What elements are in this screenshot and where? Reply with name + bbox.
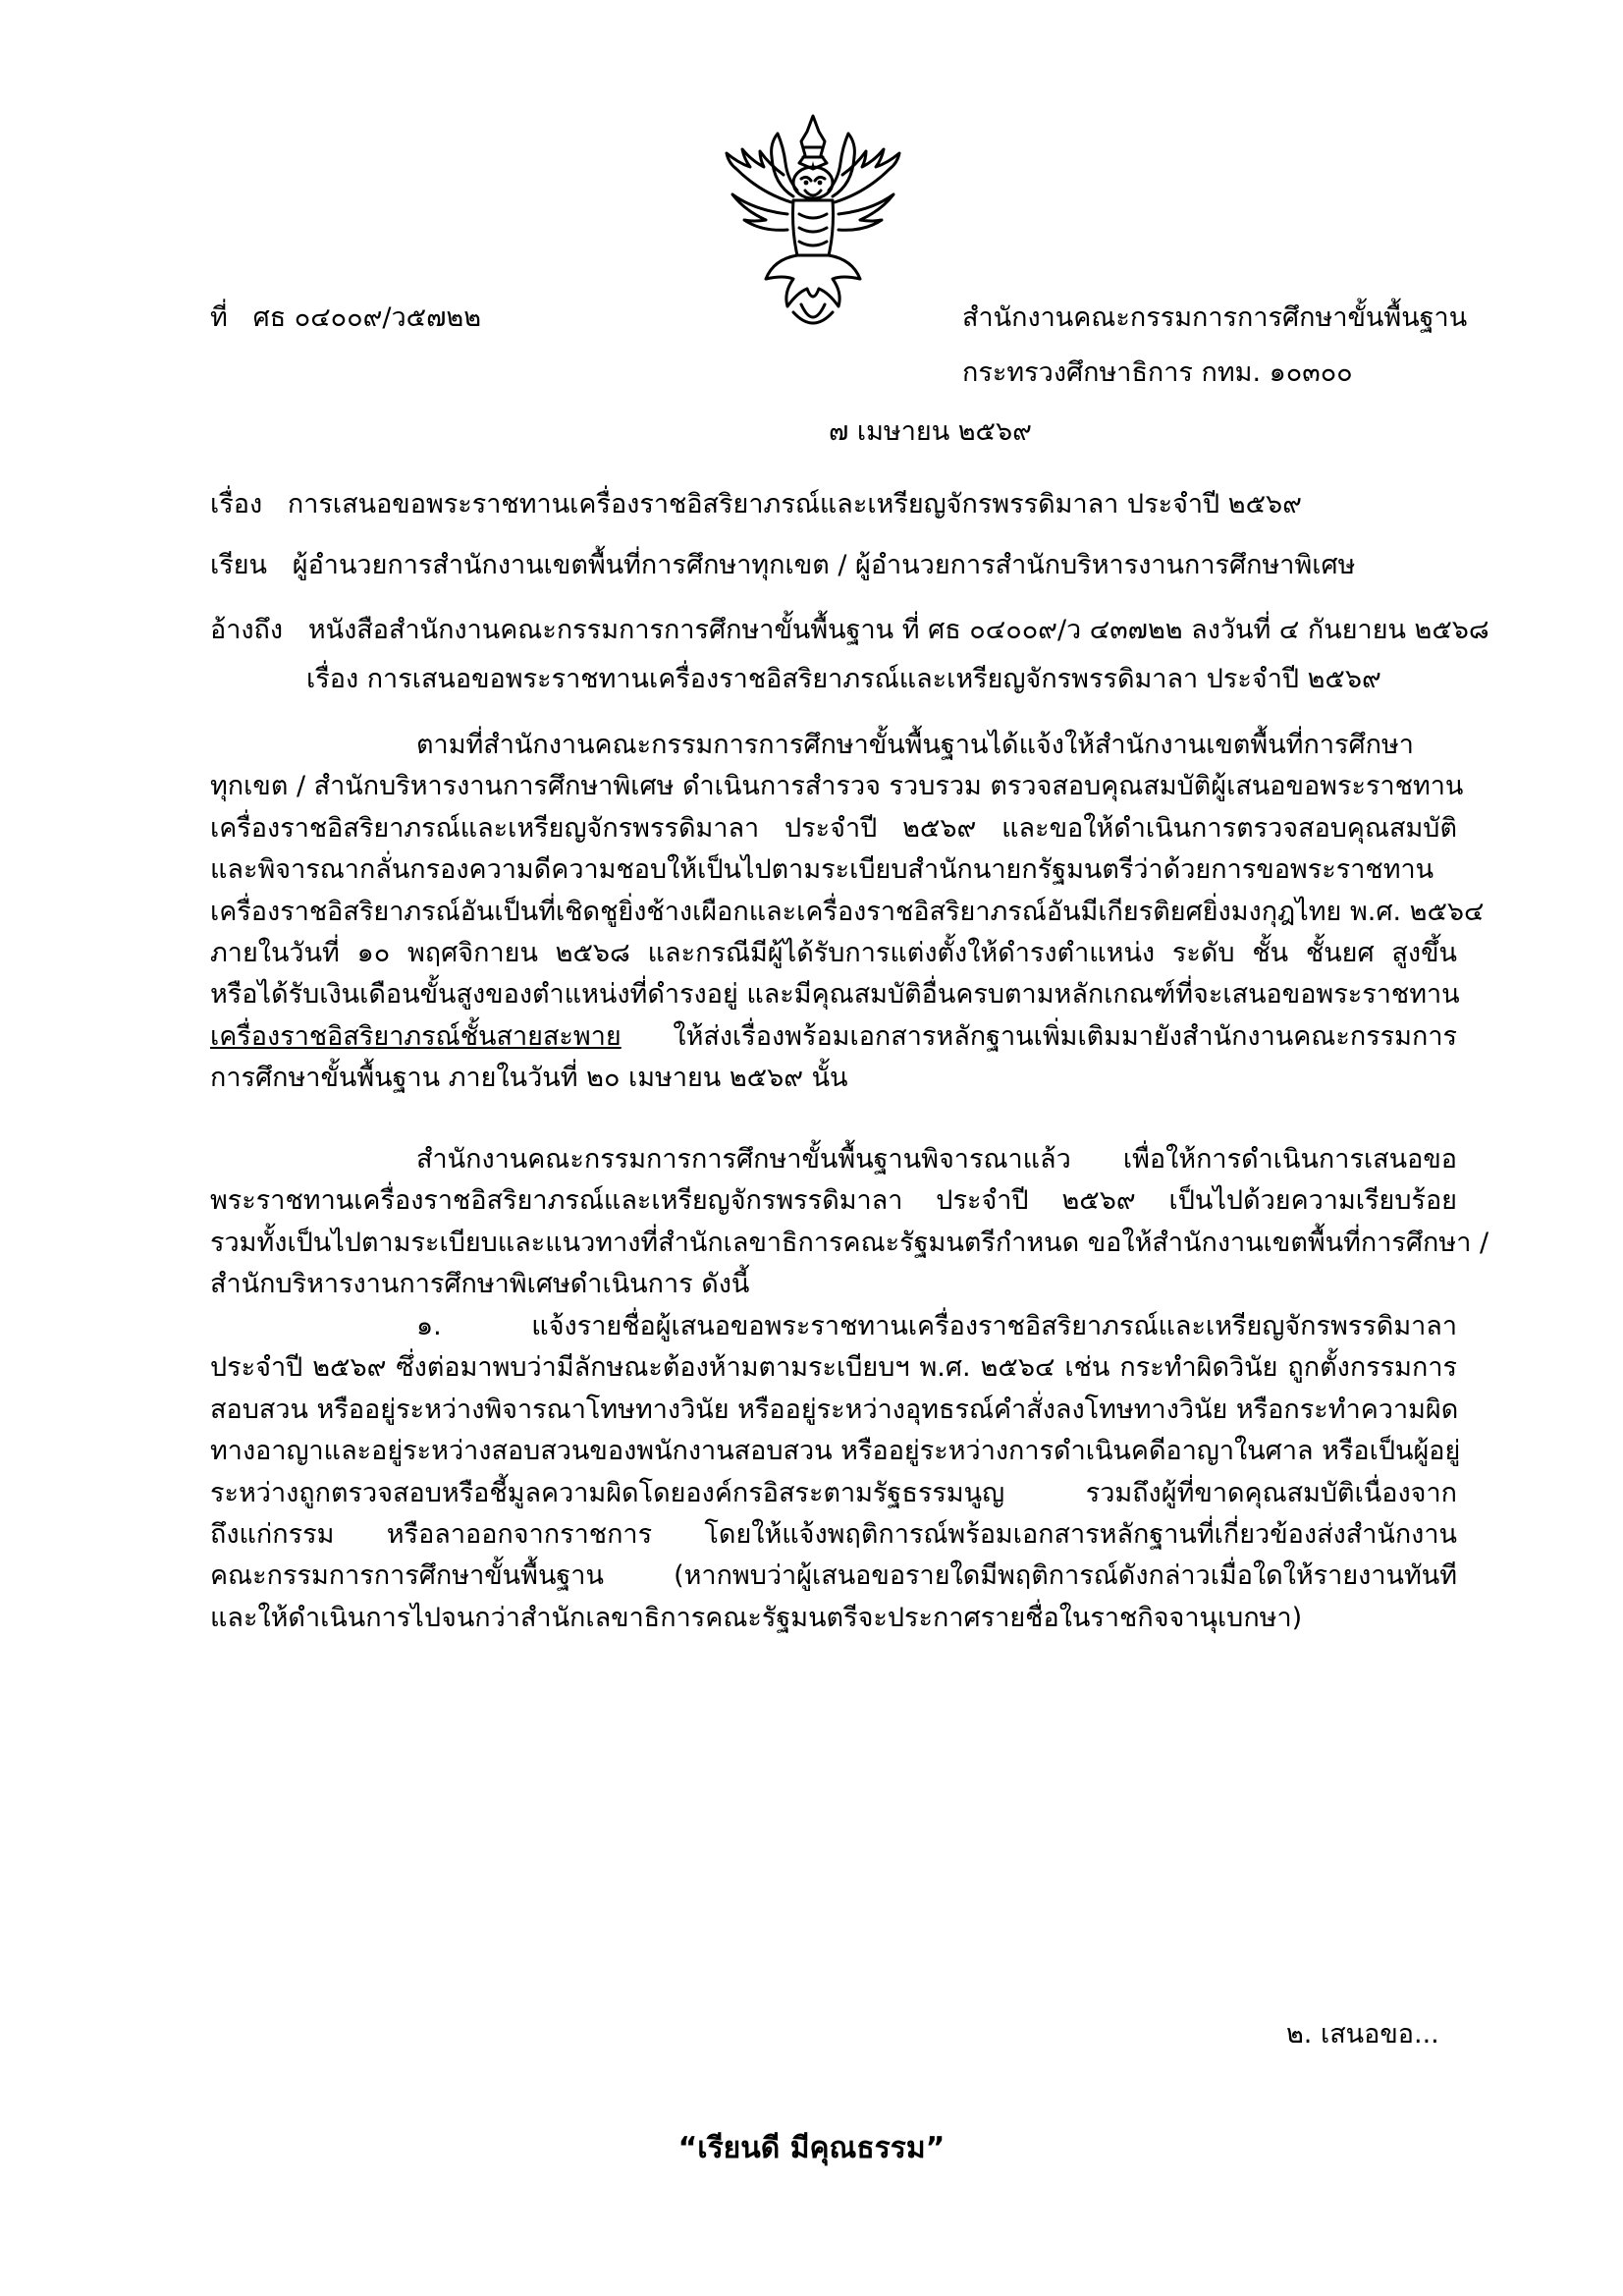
body-line: สำนักงานคณะกรรมการการศึกษาขั้นพื้นฐานพิจารณาแล้ว เพื่อให้การดำเนินการเสนอขอ: [416, 1144, 1457, 1175]
underlined-phrase: เครื่องราชอิสริยาภรณ์ชั้นสายสะพาย: [210, 1020, 622, 1052]
body-line: [210, 1016, 1457, 1058]
subject-label: เรื่อง: [210, 489, 263, 519]
body-line: ทุกเขต / สำนักบริหารงานการศึกษาพิเศษ ดำเนินการสำรวจ รวบรวม ตรวจสอบคุณสมบัติผู้เสนอขอพระราชทาน: [210, 771, 1464, 802]
recipient-text: ผู้อำนวยการสำนักงานเขตพื้นที่การศึกษาทุกเขต / ผู้อำนวยการสำนักบริหารงานการศึกษาพิเศษ: [292, 550, 1356, 580]
reference-line: [210, 611, 1489, 650]
continuation-marker: ๒. เสนอขอ...: [1286, 2019, 1439, 2050]
reference-number: ศธ ๐๔๐๐๙/ว๕๗๒๒: [252, 302, 482, 333]
reference-label: ที่: [210, 302, 228, 333]
subject-line: [210, 485, 1302, 524]
subject-text: การเสนอขอพระราชทานเครื่องราชอิสริยาภรณ์และเหรียญจักรพรรดิมาลา ประจำปี ๒๕๖๙: [287, 489, 1302, 519]
recipient-line: [210, 546, 1355, 585]
body-line: ภายในวันที่ ๑๐ พฤศจิกายน ๒๕๖๘ และกรณีมีผู้ได้รับการแต่งตั้งให้ดำรงตำแหน่ง ระดับ ชั้น ชั้นยศ สูงขึ้น: [210, 938, 1457, 969]
document-date: ๗ เมษายน ๒๕๖๙: [829, 416, 1032, 447]
body-line: เครื่องราชอิสริยาภรณ์และเหรียญจักรพรรดิมาลา ประจำปี ๒๕๖๙ และขอให้ดำเนินการตรวจสอบคุณสมบัติ: [210, 812, 1457, 844]
body-line: คณะกรรมการการศึกษาขั้นพื้นฐาน (หากพบว่าผู้เสนอขอรายใดมีพฤติการณ์ดังกล่าวเมื่อใดให้รายงานทันที: [210, 1560, 1457, 1592]
item-1: [210, 1306, 1461, 1639]
body-line: การศึกษาขั้นพื้นฐาน ภายในวันที่ ๒๐ เมษายน ๒๕๖๙ นั้น: [210, 1063, 848, 1094]
body-line: ระหว่างถูกตรวจสอบหรือชี้มูลความผิดโดยองค์กรอิสระตามรัฐธรรมนูญ รวมถึงผู้ที่ขาดคุณสมบัติเนื่องจาก: [210, 1477, 1457, 1508]
footer-motto: “เรียนดี มีคุณธรรม”: [677, 2131, 946, 2165]
body-line: หรือได้รับเงินเดือนขั้นสูงของตำแหน่งที่ดำรงอยู่ และมีคุณสมบัติอื่นครบตามหลักเกณฑ์ที่จะเสนอขอพระราชทาน: [210, 979, 1460, 1011]
reference-cite-label: อ้างถึง: [210, 615, 284, 645]
body-line: รวมทั้งเป็นไปตามระเบียบและแนวทางที่สำนักเลขาธิการคณะรัฐมนตรีกำหนด ขอให้สำนักงานเขตพื้นที่การศึกษา /: [210, 1227, 1489, 1258]
reference-cite-text: หนังสือสำนักงานคณะกรรมการการศึกษาขั้นพื้นฐาน ที่ ศธ ๐๔๐๐๙/ว ๔๓๗๒๒ ลงวันที่ ๔ กันยายน ๒๕๖๘: [307, 615, 1489, 645]
body-line: ประจำปี ๒๕๖๙ ซึ่งต่อมาพบว่ามีลักษณะต้องห้ามตามระเบียบฯ พ.ศ. ๒๕๖๔ เช่น กระทำผิดวินัย ถูกตั้งกรรมการ: [210, 1352, 1457, 1384]
garuda-emblem: [715, 112, 911, 338]
recipient-label: เรียน: [210, 550, 268, 580]
issuing-office-address: กระทรวงศึกษาธิการ กทม. ๑๐๓๐๐: [962, 357, 1353, 388]
body-line: ทางอาญาและอยู่ระหว่างสอบสวนของพนักงานสอบสวน หรืออยู่ระหว่างการดำเนินคดีอาญาในศาล หรือเป็นผู้อยู่: [210, 1436, 1461, 1467]
body-line: เครื่องราชอิสริยาภรณ์อันเป็นที่เชิดชูยิ่งช้างเผือกและเครื่องราชอิสริยาภรณ์อันมีเกียรติยศยิ่งมงกุฎไทย พ.ศ. ๒๕๖๔: [210, 896, 1485, 927]
body-line: ตามที่สำนักงานคณะกรรมการการศึกษาขั้นพื้นฐานได้แจ้งให้สำนักงานเขตพื้นที่การศึกษา: [416, 730, 1414, 760]
reference-subject: เรื่อง การเสนอขอพระราชทานเครื่องราชอิสริยาภรณ์และเหรียญจักรพรรดิมาลา ประจำปี ๒๕๖๙: [306, 664, 1381, 694]
body-line: และพิจารณากลั่นกรองความดีความชอบให้เป็นไปตามระเบียบสำนักนายกรัฐมนตรีว่าด้วยการขอพระราชทาน: [210, 854, 1434, 886]
reference-number-line: [210, 299, 481, 338]
body-line-rest: ให้ส่งเรื่องพร้อมเอกสารหลักฐานเพิ่มเติมมายังสำนักงานคณะกรรมการ: [621, 1020, 1457, 1052]
body-line: ถึงแก่กรรม หรือลาออกจากราชการ โดยให้แจ้งพฤติการณ์พร้อมเอกสารหลักฐานที่เกี่ยวข้องส่งสำนักงาน: [210, 1519, 1457, 1551]
paragraph-consideration: [210, 1139, 1489, 1306]
issuing-office: สำนักงานคณะกรรมการการศึกษาขั้นพื้นฐาน: [962, 302, 1468, 333]
body-line: พระราชทานเครื่องราชอิสริยาภรณ์และเหรียญจักรพรรดิมาลา ประจำปี ๒๕๖๙ เป็นไปด้วยความเรียบร้อย: [210, 1185, 1457, 1217]
body-line: สอบสวน หรืออยู่ระหว่างพิจารณาโทษทางวินัย หรืออยู่ระหว่างอุทธรณ์คำสั่งลงโทษทางวินัย หรือกระทำความผิด: [210, 1394, 1459, 1425]
body-line: ๑. แจ้งรายชื่อผู้เสนอขอพระราชทานเครื่องราชอิสริยาภรณ์และเหรียญจักรพรรดิมาลา: [416, 1311, 1457, 1341]
paragraph-background: [210, 725, 1485, 1100]
body-line: และให้ดำเนินการไปจนกว่าสำนักเลขาธิการคณะรัฐมนตรีจะประกาศรายชื่อในราชกิจจานุเบกษา): [210, 1602, 1303, 1633]
body-line: สำนักบริหารงานการศึกษาพิเศษดำเนินการ ดังนี้: [210, 1269, 750, 1300]
